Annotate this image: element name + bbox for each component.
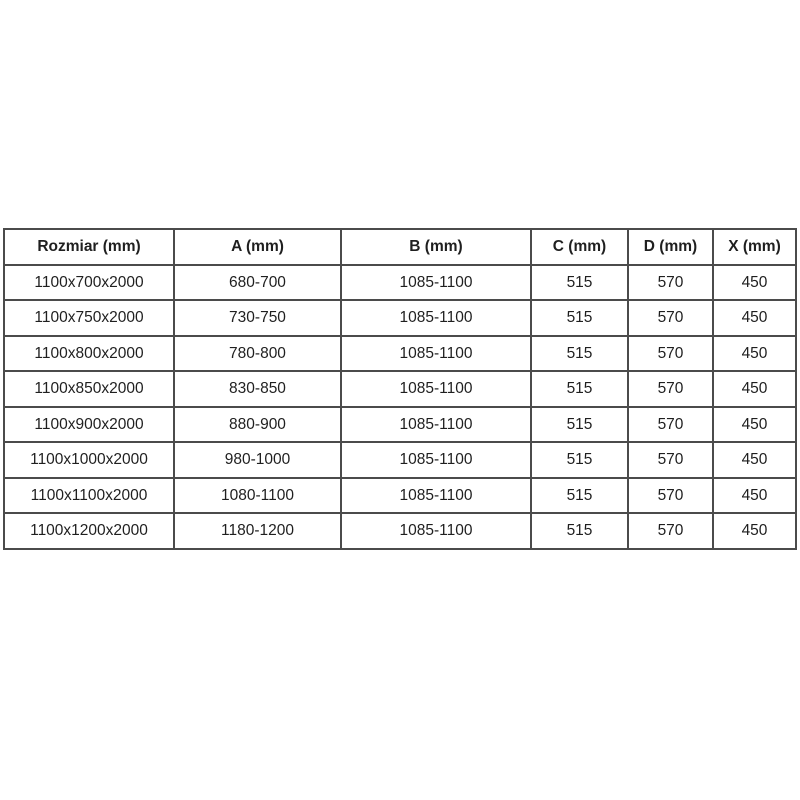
- table-row: [4, 265, 796, 301]
- table-cell: 450: [713, 265, 796, 301]
- table-cell: 570: [628, 336, 713, 372]
- dimensions-table: [3, 228, 797, 550]
- table-cell: 515: [531, 442, 628, 478]
- table-row: [4, 513, 796, 549]
- table-cell: 1100x700x2000: [4, 265, 174, 301]
- table-cell: 1085-1100: [341, 407, 531, 443]
- table-cell: 450: [713, 336, 796, 372]
- table-cell: 570: [628, 478, 713, 514]
- header-cell-2: B (mm): [341, 229, 531, 265]
- table-cell: 1080-1100: [174, 478, 341, 514]
- table-row: [4, 371, 796, 407]
- table-cell: 570: [628, 442, 713, 478]
- table-row: [4, 478, 796, 514]
- table-cell: 450: [713, 407, 796, 443]
- table-row: [4, 407, 796, 443]
- header-cell-4: D (mm): [628, 229, 713, 265]
- header-cell-3: C (mm): [531, 229, 628, 265]
- table-cell: 570: [628, 265, 713, 301]
- table-row: [4, 442, 796, 478]
- header-cell-0: Rozmiar (mm): [4, 229, 174, 265]
- table-cell: 1085-1100: [341, 300, 531, 336]
- header-cell-5: X (mm): [713, 229, 796, 265]
- table-cell: 1100x1000x2000: [4, 442, 174, 478]
- table-cell: 830-850: [174, 371, 341, 407]
- table-row: [4, 300, 796, 336]
- table-cell: 780-800: [174, 336, 341, 372]
- table-cell: 1100x800x2000: [4, 336, 174, 372]
- table-cell: 515: [531, 407, 628, 443]
- table-cell: 1085-1100: [341, 478, 531, 514]
- table-cell: 515: [531, 300, 628, 336]
- table-cell: 570: [628, 371, 713, 407]
- table-cell: 450: [713, 513, 796, 549]
- table-header: [4, 229, 796, 265]
- table-cell: 570: [628, 513, 713, 549]
- table-cell: 515: [531, 336, 628, 372]
- table-cell: 1180-1200: [174, 513, 341, 549]
- table-cell: 1085-1100: [341, 336, 531, 372]
- header-row: [4, 229, 796, 265]
- table-body: [4, 265, 796, 549]
- table-cell: 450: [713, 442, 796, 478]
- table-cell: 680-700: [174, 265, 341, 301]
- table-cell: 450: [713, 371, 796, 407]
- table-cell: 1100x1100x2000: [4, 478, 174, 514]
- table-cell: 450: [713, 300, 796, 336]
- table-cell: 1100x850x2000: [4, 371, 174, 407]
- table-cell: 515: [531, 513, 628, 549]
- table-cell: 1085-1100: [341, 513, 531, 549]
- table-cell: 1100x1200x2000: [4, 513, 174, 549]
- table-cell: 515: [531, 265, 628, 301]
- table-cell: 515: [531, 371, 628, 407]
- table-cell: 1100x900x2000: [4, 407, 174, 443]
- table-cell: 1085-1100: [341, 371, 531, 407]
- header-cell-1: A (mm): [174, 229, 341, 265]
- table-cell: 570: [628, 407, 713, 443]
- table-cell: 1085-1100: [341, 265, 531, 301]
- table-cell: 515: [531, 478, 628, 514]
- table-cell: 570: [628, 300, 713, 336]
- table-cell: 1085-1100: [341, 442, 531, 478]
- table-cell: 1100x750x2000: [4, 300, 174, 336]
- table-cell: 730-750: [174, 300, 341, 336]
- table-cell: 450: [713, 478, 796, 514]
- table-cell: 980-1000: [174, 442, 341, 478]
- table-cell: 880-900: [174, 407, 341, 443]
- table-row: [4, 336, 796, 372]
